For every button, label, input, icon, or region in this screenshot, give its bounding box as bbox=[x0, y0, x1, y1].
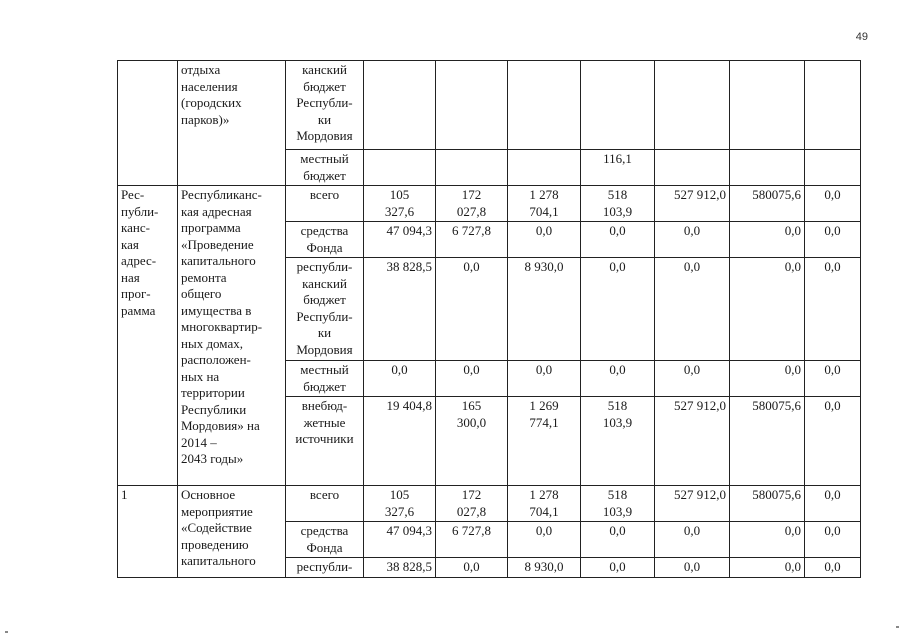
cell-value: 527 912,0 bbox=[655, 397, 730, 486]
text-line: источники bbox=[295, 431, 354, 446]
cell-value: 0,0 bbox=[805, 397, 861, 486]
text-line: канский bbox=[302, 62, 347, 77]
cell-value: 0,0 bbox=[364, 361, 436, 397]
cell-value: 0,0 bbox=[508, 222, 581, 258]
text-line: 327,6 bbox=[384, 503, 415, 519]
text-line: бюджет bbox=[303, 78, 346, 94]
cell-value: 19 404,8 bbox=[364, 397, 436, 486]
cell-funding-source bbox=[286, 150, 364, 186]
cell-value: 0,0 bbox=[655, 258, 730, 361]
text-line: Республи- bbox=[296, 95, 353, 110]
text-line: 027,8 bbox=[456, 503, 487, 519]
cell-event-name bbox=[178, 61, 286, 186]
cell-value bbox=[655, 61, 730, 150]
cell-value: 6 727,8 bbox=[436, 222, 508, 258]
cell-value: 0,0 bbox=[730, 222, 805, 258]
text-line: многоквартир- bbox=[181, 319, 263, 334]
budget-table bbox=[117, 60, 861, 578]
text-line: Фонда bbox=[306, 539, 343, 555]
cell-value bbox=[508, 397, 581, 486]
text-line: 172 bbox=[461, 187, 482, 202]
cell-value bbox=[364, 486, 436, 522]
text-line: «Содействие bbox=[181, 520, 252, 535]
cell-program-name bbox=[178, 186, 286, 486]
cell-value: 0,0 bbox=[730, 522, 805, 558]
cell-value bbox=[730, 61, 805, 150]
text-line: Мордовия bbox=[296, 128, 353, 143]
cell-value: 580075,6 bbox=[730, 397, 805, 486]
text-line: 103,9 bbox=[602, 203, 633, 219]
text-line: 1 269 bbox=[529, 398, 559, 413]
cell-value: 0,0 bbox=[655, 361, 730, 397]
text-line: 105 bbox=[389, 487, 410, 502]
text-line: (городских bbox=[181, 95, 242, 110]
cell-value bbox=[364, 150, 436, 186]
cell-value bbox=[436, 486, 508, 522]
cell-funding-source bbox=[286, 61, 364, 150]
cell-value: 0,0 bbox=[805, 222, 861, 258]
cell-event-name bbox=[178, 486, 286, 578]
cell-value: 8 930,0 bbox=[508, 258, 581, 361]
cell-value: 38 828,5 bbox=[364, 558, 436, 578]
text-line: республи- bbox=[296, 259, 353, 274]
text-line: ремонта bbox=[181, 269, 227, 285]
text-line: канс- bbox=[121, 220, 150, 235]
text-line: ная bbox=[121, 269, 140, 285]
cell-value bbox=[581, 397, 655, 486]
text-line: Фонда bbox=[306, 239, 343, 255]
text-line: капитального bbox=[181, 553, 256, 568]
text-line: ки bbox=[317, 325, 332, 340]
cell-value bbox=[436, 61, 508, 150]
cell-funding-source: всего bbox=[286, 486, 364, 522]
cell-value: 0,0 bbox=[655, 522, 730, 558]
text-line: ных домах, bbox=[181, 335, 243, 351]
text-line: Республики bbox=[181, 401, 247, 417]
cell-value bbox=[581, 486, 655, 522]
cell-value bbox=[581, 186, 655, 222]
text-line: ки bbox=[317, 111, 332, 127]
text-line: Мордовия» на bbox=[181, 418, 260, 433]
text-line: Мордовия bbox=[296, 341, 353, 357]
text-line: внебюд- bbox=[301, 398, 348, 413]
cell-value: 0,0 bbox=[805, 522, 861, 558]
cell-value: 0,0 bbox=[805, 258, 861, 361]
cell-value: 0,0 bbox=[655, 222, 730, 258]
text-line: 518 bbox=[607, 487, 628, 502]
cell-value: 0,0 bbox=[805, 486, 861, 522]
cell-value: 0,0 bbox=[730, 558, 805, 578]
text-line: 2014 – bbox=[181, 434, 217, 450]
text-line: 1 278 bbox=[529, 187, 559, 202]
cell-value bbox=[805, 150, 861, 186]
cell-value: 0,0 bbox=[508, 361, 581, 397]
text-line: прог- bbox=[121, 286, 151, 301]
cell-value: 6 727,8 bbox=[436, 522, 508, 558]
cell-value: 38 828,5 bbox=[364, 258, 436, 361]
cell-funding-source bbox=[286, 222, 364, 258]
cell-value: 47 094,3 bbox=[364, 522, 436, 558]
text-line: бюджет bbox=[303, 378, 346, 394]
cell-value bbox=[508, 61, 581, 150]
cell-row-number bbox=[118, 186, 178, 486]
text-line: средства bbox=[300, 523, 349, 538]
text-line: средства bbox=[300, 223, 349, 238]
text-line: 103,9 bbox=[602, 414, 633, 430]
cell-value bbox=[655, 150, 730, 186]
text-line: парков)» bbox=[181, 111, 230, 127]
cell-funding-source bbox=[286, 522, 364, 558]
text-line: 774,1 bbox=[529, 414, 559, 430]
text-line: имущества в bbox=[181, 302, 252, 318]
cell-value bbox=[436, 397, 508, 486]
text-line: территории bbox=[181, 385, 245, 400]
text-line: Рес- bbox=[121, 187, 145, 202]
text-line: кая bbox=[121, 236, 139, 252]
text-line: 704,1 bbox=[529, 503, 559, 519]
cell-value bbox=[805, 61, 861, 150]
cell-value: 527 912,0 bbox=[655, 186, 730, 222]
cell-value: 0,0 bbox=[805, 361, 861, 397]
cell-value bbox=[436, 186, 508, 222]
cell-row-number bbox=[118, 61, 178, 186]
text-line: местный bbox=[300, 151, 349, 166]
cell-value bbox=[581, 61, 655, 150]
cell-value: 527 912,0 bbox=[655, 486, 730, 522]
text-line: 165 bbox=[461, 398, 482, 413]
cell-value: 0,0 bbox=[436, 361, 508, 397]
table-row bbox=[118, 186, 861, 222]
text-line: рамма bbox=[121, 302, 156, 318]
text-line: канский bbox=[302, 275, 347, 291]
cell-value: 0,0 bbox=[581, 522, 655, 558]
text-line: 172 bbox=[461, 487, 482, 502]
text-line: 300,0 bbox=[456, 414, 487, 430]
cell-value: 0,0 bbox=[730, 258, 805, 361]
cell-funding-source: всего bbox=[286, 186, 364, 222]
text-line: 704,1 bbox=[529, 203, 559, 219]
text-line: 518 bbox=[607, 398, 628, 413]
text-line: адрес- bbox=[121, 253, 157, 268]
text-line: жетные bbox=[303, 414, 346, 430]
table-row bbox=[118, 61, 861, 150]
text-line: Республиканс- bbox=[181, 187, 262, 202]
text-line: ных на bbox=[181, 368, 220, 384]
text-line: «Проведение bbox=[181, 236, 254, 252]
text-line: кая адресная bbox=[181, 203, 252, 219]
text-line: 103,9 bbox=[602, 503, 633, 519]
cell-value bbox=[364, 186, 436, 222]
text-line: местный bbox=[300, 362, 349, 377]
text-line: Основное bbox=[181, 487, 236, 502]
cell-value bbox=[436, 150, 508, 186]
cell-value: 0,0 bbox=[436, 258, 508, 361]
cell-funding-source: республи- bbox=[286, 558, 364, 578]
cell-value: 0,0 bbox=[581, 558, 655, 578]
cell-value bbox=[730, 150, 805, 186]
scan-mark bbox=[5, 631, 8, 633]
page-number: 49 bbox=[855, 31, 868, 43]
cell-value: 0,0 bbox=[581, 222, 655, 258]
text-line: программа bbox=[181, 220, 241, 235]
cell-value: 0,0 bbox=[436, 558, 508, 578]
cell-value bbox=[508, 150, 581, 186]
cell-value: 580075,6 bbox=[730, 486, 805, 522]
cell-value: 0,0 bbox=[581, 258, 655, 361]
cell-value: 0,0 bbox=[730, 361, 805, 397]
text-line: расположен- bbox=[181, 352, 251, 367]
cell-funding-source bbox=[286, 397, 364, 486]
text-line: 2043 годы» bbox=[181, 451, 244, 466]
cell-value: 116,1 bbox=[581, 150, 655, 186]
cell-value: 0,0 bbox=[805, 558, 861, 578]
text-line: 518 bbox=[607, 187, 628, 202]
text-line: 027,8 bbox=[456, 203, 487, 219]
cell-value: 0,0 bbox=[655, 558, 730, 578]
cell-value bbox=[508, 186, 581, 222]
text-line: отдыха bbox=[181, 62, 221, 77]
text-line: Республи- bbox=[296, 308, 353, 324]
cell-value: 47 094,3 bbox=[364, 222, 436, 258]
cell-value bbox=[364, 61, 436, 150]
text-line: 1 278 bbox=[529, 487, 559, 502]
cell-funding-source bbox=[286, 258, 364, 361]
text-line: 105 bbox=[389, 187, 410, 202]
text-line: бюджет bbox=[303, 292, 346, 307]
cell-value: 8 930,0 bbox=[508, 558, 581, 578]
text-line: публи- bbox=[121, 203, 159, 219]
cell-value: 580075,6 bbox=[730, 186, 805, 222]
text-line: бюджет bbox=[303, 167, 346, 183]
cell-value: 0,0 bbox=[805, 186, 861, 222]
cell-value bbox=[508, 486, 581, 522]
text-line: мероприятие bbox=[181, 503, 253, 519]
text-line: капитального bbox=[181, 253, 256, 268]
cell-value: 0,0 bbox=[581, 361, 655, 397]
cell-row-number: 1 bbox=[118, 486, 178, 578]
text-line: населения bbox=[181, 78, 238, 94]
table-row bbox=[118, 486, 861, 522]
text-line: общего bbox=[181, 286, 222, 301]
text-line: 327,6 bbox=[384, 203, 415, 219]
text-line: проведению bbox=[181, 536, 249, 552]
cell-value: 0,0 bbox=[508, 522, 581, 558]
scan-mark bbox=[896, 626, 899, 628]
cell-funding-source bbox=[286, 361, 364, 397]
